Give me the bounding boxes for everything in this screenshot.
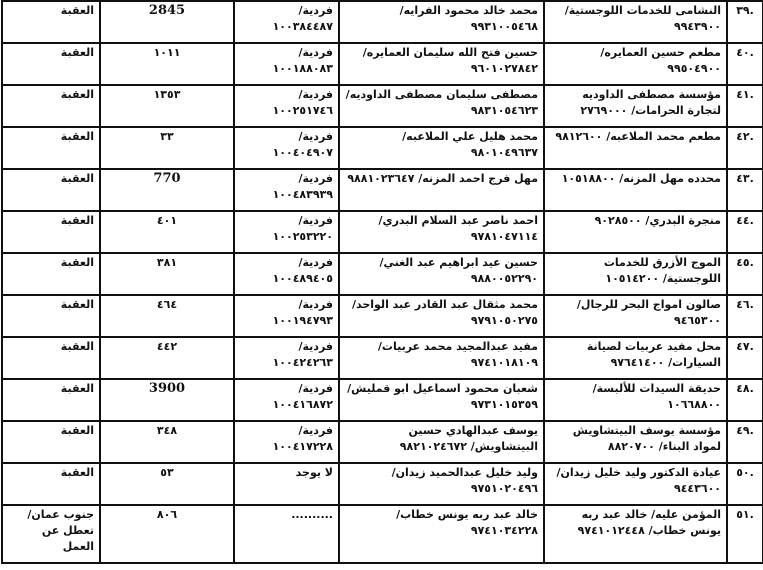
owner-name: مصطفى سليمان مصطفى الداوديه/ ٩٨٣١٠٥٤٦٢٣ xyxy=(339,85,544,127)
location: العقبة xyxy=(2,169,100,211)
row-number: .٤٥ xyxy=(727,253,763,295)
table-row xyxy=(2,1,763,43)
establishment-name: مطعم حسين العمايره/ ٩٩٥٠٤٩٠٠ xyxy=(544,43,727,85)
location: العقبة xyxy=(2,43,100,85)
owner-name: احمد ناصر عبد السلام البدري/ ٩٧٨١٠٤٧١١٤ xyxy=(339,211,544,253)
row-number: .٤٧ xyxy=(727,337,763,379)
registration-type: فردية/ ١٠٠٣٨٤٤٨٧ xyxy=(234,1,339,43)
establishment-name: حديقة السيدات للألبسة/ ١٠٦٦٨٨٠٠ xyxy=(544,379,727,421)
amount-value: ٥٣ xyxy=(100,463,234,505)
amount-value: ٤٤٢ xyxy=(100,337,234,379)
owner-name: خالد عبد ربه يونس خطاب/ ٩٧٤١٠٣٤٢٢٨ xyxy=(339,505,544,563)
establishment-name: المؤمن عليه/ خالد عبد ربه يونس خطاب/ ٩٧٤١٠١٢٤٤٨ xyxy=(544,505,727,563)
table-row xyxy=(2,379,763,421)
owner-name: حسين عيد ابراهيم عبد الغني/ ٩٨٨٠٠٥٢٢٩٠ xyxy=(339,253,544,295)
row-number: .٥٠ xyxy=(727,463,763,505)
table-row xyxy=(2,505,763,563)
owner-name: محمد هليل علي الملاعبه/ ٩٨٠١٠٤٩٦٣٧ xyxy=(339,127,544,169)
registration-type: فردية/ ١٠٠٤٢٤٢٦٣ xyxy=(234,337,339,379)
location: العقبة xyxy=(2,463,100,505)
owner-name: يوسف عبدالهادي حسين البيتشاويش/ ٩٨٢١٠٢٤٦٧٢ xyxy=(339,421,544,463)
location: جنوب عمان/ تعطل عن العمل xyxy=(2,505,100,563)
table-body xyxy=(2,1,763,563)
registration-type: فردية/ ١٠٠٤٨٩٤٠٥ xyxy=(234,253,339,295)
owner-name: مفيد عبدالمجيد محمد عربيات/ ٩٧٤١٠١٨١٠٩ xyxy=(339,337,544,379)
amount-value: ٣٨١ xyxy=(100,253,234,295)
location: العقبة xyxy=(2,337,100,379)
amount-value: ١٠١١ xyxy=(100,43,234,85)
establishment-name: النشامى للخدمات اللوجستية/٩٩٤٣٩٠٠ xyxy=(544,1,727,43)
amount-value: ٨٠٦ xyxy=(100,505,234,563)
table-row xyxy=(2,337,763,379)
table-row xyxy=(2,295,763,337)
amount-value: 3900 xyxy=(100,379,234,421)
location: العقبة xyxy=(2,295,100,337)
establishment-name: محدده مهل المزنه/ ١٠٥١٨٨٠٠ xyxy=(544,169,727,211)
owner-name: محمد مثقال عبد القادر عبد الواحد/ ٩٧٩١٠٥٠٢٧٥ xyxy=(339,295,544,337)
establishment-name: الموج الأزرق للخدمات اللوجستية/ ١٠٥١٤٢٠٠ xyxy=(544,253,727,295)
table-row xyxy=(2,169,763,211)
owner-name: محمد خالد محمود الفرايه/ ٩٩٣١٠٠٥٤٦٨ xyxy=(339,1,544,43)
row-number: .٤٢ xyxy=(727,127,763,169)
registration-type: فردية/ ١٠٠٤١٦٨٧٢ xyxy=(234,379,339,421)
establishment-name: منجرة البدري/ ٩٠٢٨٥٠٠ xyxy=(544,211,727,253)
insured-establishments-table xyxy=(1,0,763,564)
location: العقبة xyxy=(2,211,100,253)
registration-type: فردية/ ١٠٠١٨٨٠٨٣ xyxy=(234,43,339,85)
registration-type: فردية/ ١٠٠٤٠٤٩٠٧ xyxy=(234,127,339,169)
establishment-name: مطعم محمد الملاعبه/ ٩٨١٢٦٠٠ xyxy=(544,127,727,169)
registration-type: فردية/ ١٠٠٢٥١٧٤٦ xyxy=(234,85,339,127)
table-row xyxy=(2,211,763,253)
table-row xyxy=(2,43,763,85)
table-row xyxy=(2,421,763,463)
row-number: .٤٠ xyxy=(727,43,763,85)
table-row xyxy=(2,463,763,505)
row-number: .٤٦ xyxy=(727,295,763,337)
registration-type: لا يوجد xyxy=(234,463,339,505)
location: العقبة xyxy=(2,421,100,463)
amount-value: ٣٣ xyxy=(100,127,234,169)
table-row xyxy=(2,127,763,169)
amount-value: 2845 xyxy=(100,1,234,43)
amount-value: ٤٠١ xyxy=(100,211,234,253)
amount-value: ١٣٥٣ xyxy=(100,85,234,127)
owner-name: شعبان محمود اسماعيل ابو قمليش/ ٩٧٣١٠١٥٣٥٩ xyxy=(339,379,544,421)
registration-type: فردية/ ١٠٠٤١٧٢٢٨ xyxy=(234,421,339,463)
establishment-name: صالون امواج البحر للرجال/ ٩٤٦٥٣٠٠ xyxy=(544,295,727,337)
establishment-name: مؤسسة يوسف البيتشاويش لمواد البناء/ ٨٨٢٠٧٠٠ xyxy=(544,421,727,463)
location: العقبة xyxy=(2,127,100,169)
establishment-name: عيادة الدكتور وليد خليل زيدان/ ٩٤٤٣٦٠٠ xyxy=(544,463,727,505)
owner-name: حسين فتح الله سليمان العمايره/ ٩٦٠١٠٢٧٨٤٢ xyxy=(339,43,544,85)
table-row xyxy=(2,253,763,295)
row-number: .٤٤ xyxy=(727,211,763,253)
location: العقبة xyxy=(2,379,100,421)
amount-value: 770 xyxy=(100,169,234,211)
location: العقبة xyxy=(2,85,100,127)
row-number: .٤٨ xyxy=(727,379,763,421)
row-number: .٤٣ xyxy=(727,169,763,211)
registration-type: فردية/ ١٠٠١٩٤٧٩٣ xyxy=(234,295,339,337)
table-row xyxy=(2,85,763,127)
owner-name: وليد خليل عبدالحميد زيدان/ ٩٧٥١٠٢٠٤٩٦ xyxy=(339,463,544,505)
row-number: .٣٩ xyxy=(727,1,763,43)
amount-value: ٣٤٨ xyxy=(100,421,234,463)
row-number: .٥١ xyxy=(727,505,763,563)
registration-type: .......... xyxy=(234,505,339,563)
location: العقبة xyxy=(2,253,100,295)
registration-type: فردية/ ١٠٠٢٥٣٢٢٠ xyxy=(234,211,339,253)
row-number: .٤٩ xyxy=(727,421,763,463)
row-number: .٤١ xyxy=(727,85,763,127)
amount-value: ٤٦٤ xyxy=(100,295,234,337)
establishment-name: محل مفيد عربيات لصيانة السيارات/ ٩٧٦٤١٤٠٠ xyxy=(544,337,727,379)
location: العقبة xyxy=(2,1,100,43)
owner-name: مهل فرج احمد المزنه/ ٩٨٨١٠٢٣٦٤٧ xyxy=(339,169,544,211)
registration-type: فردية/ ١٠٠٤٨٣٩٣٩ xyxy=(234,169,339,211)
establishment-name: مؤسسة مصطفى الداوديه لتجارة الحرامات/ ٢٧٦٩٠٠٠ xyxy=(544,85,727,127)
